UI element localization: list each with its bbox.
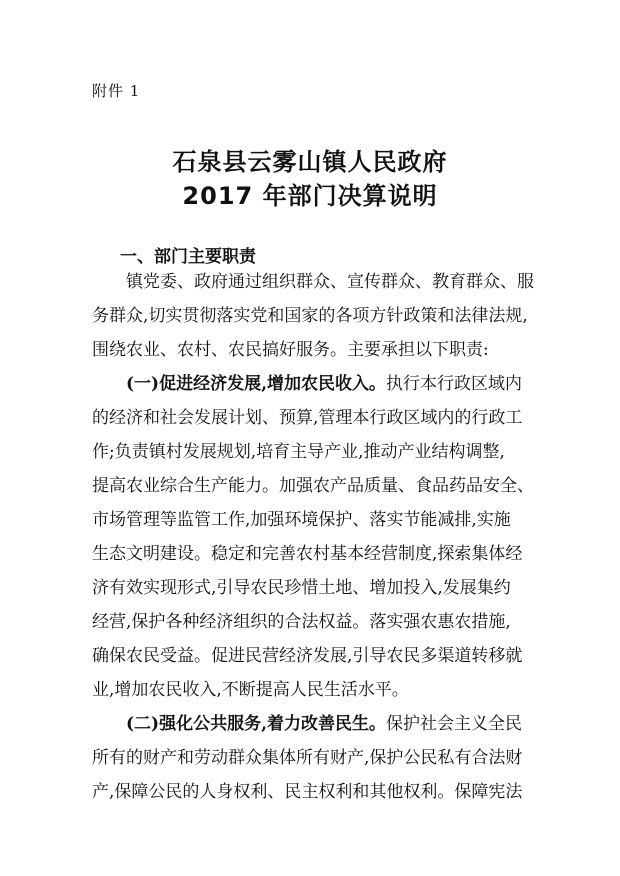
- paragraph-line: 业,增加农民收入,不断提高人民生活水平。: [92, 680, 409, 700]
- paragraph-line: 围绕农业、农村、农民搞好服务。主要承担以下职责:: [92, 340, 489, 360]
- paragraph-line: 镇党委、政府通过组织群众、宣传群众、教育群众、服: [126, 272, 534, 292]
- section-heading: 一、部门主要职责: [120, 247, 256, 267]
- paragraph-line: 经营,保护各种经济组织的合法权益。落实强农惠农措施,: [92, 612, 511, 632]
- item-2-heading: (二)强化公共服务,着力改善民生。: [126, 714, 387, 734]
- attachment-label: 附件 1: [92, 82, 141, 100]
- paragraph-line: 所有的财产和劳动群众集体所有财产,保护公民私有合法财: [92, 748, 523, 768]
- item-2-first-line: [126, 713, 552, 735]
- paragraph-line: 作;负责镇村发展规划,培育主导产业,推动产业结构调整,: [92, 442, 505, 462]
- paragraph-line: 产,保障公民的人身权利、民主权利和其他权利。保障宪法: [92, 782, 523, 802]
- document-title-line-1: 石泉县云雾山镇人民政府: [172, 148, 448, 176]
- document-title-line-2: 2017 年部门决算说明: [182, 182, 438, 210]
- paragraph-line: 务群众,切实贯彻落实党和国家的各项方针政策和法律法规,: [92, 306, 528, 326]
- item-2-first-line-text: 保护社会主义全民: [386, 714, 523, 734]
- paragraph-line: 的经济和社会发展计划、预算,管理本行政区域内的行政工: [92, 408, 523, 428]
- paragraph-line: 市场管理等监管工作,加强环境保护、落实节能减排,实施: [92, 510, 511, 530]
- item-1-heading: (一)促进经济发展,增加农民收入。: [126, 374, 387, 394]
- paragraph-line: 济有效实现形式,引导农民珍惜土地、增加投入,发展集约: [92, 578, 511, 598]
- paragraph-line: 提高农业综合生产能力。加强农产品质量、食品药品安全、: [92, 476, 534, 496]
- paragraph-line: 生态文明建设。稳定和完善农村基本经营制度,探索集体经: [92, 544, 523, 564]
- item-1-first-line: [126, 373, 552, 395]
- paragraph-line: 确保农民受益。促进民营经济发展,引导农民多渠道转移就: [92, 646, 523, 666]
- item-1-first-line-text: 执行本行政区域内: [386, 374, 523, 394]
